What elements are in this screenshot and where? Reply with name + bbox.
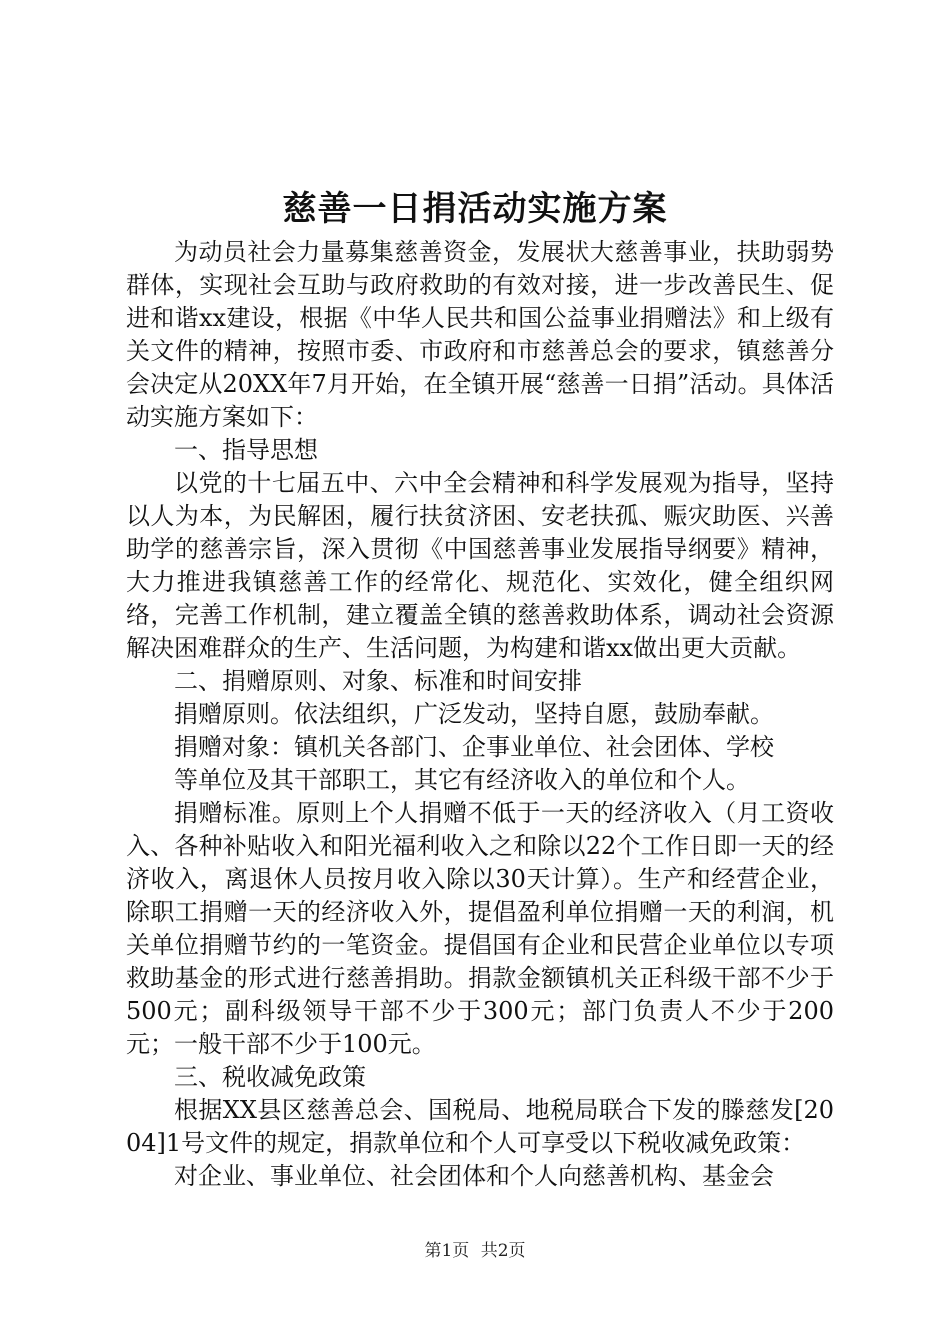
- donation-principle-paragraph: 捐赠原则。依法组织，广泛发动，坚持自愿，鼓励奉献。: [174, 700, 774, 728]
- intro-paragraph: 为动员社会力量募集慈善资金，发展状大慈善事业，扶助弱势群体，实现社会互助与政府救助的有效对接，进一步改善民生、促进和谐xx建设，根据《中华人民共和国公益事业捐赠法》和上级有关文件的精神，按照市委、市政府和市慈善总会的要求，镇慈善分会决定从20XX年7月开始，在全镇开展“慈善一日捐”活动。具体活动实施方案如下：: [126, 238, 834, 431]
- donation-targets-continued: 等单位及其干部职工，其它有经济收入的单位和个人。: [174, 766, 750, 794]
- page-footer: [0, 1240, 950, 1262]
- donation-standard-paragraph: 捐赠标准。原则上个人捐赠不低于一天的经济收入（月工资收入、各种补贴收入和阳光福利收入之和除以22个工作日即一天的经济收入，离退休人员按月收入除以30天计算）。生产和经营企业，除职工捐赠一天的经济收入外，提倡盈利单位捐赠一天的利润，机关单位捐赠节约的一笔资金。提倡国有企业和民营企业单位以专项救助基金的形式进行慈善捐助。捐款金额镇机关正科级干部不少于500元；副科级领导干部不少于300元；部门负责人不少于200元；一般干部不少于100元。: [126, 799, 834, 1058]
- document-title: 慈善一日捐活动实施方案: [282, 189, 668, 229]
- tax-policy-paragraph: 根据XX县区慈善总会、国税局、地税局联合下发的滕慈发[2004]1号文件的规定，捐款单位和个人可享受以下税收减免政策：: [126, 1096, 834, 1157]
- guiding-ideology-paragraph: 以党的十七届五中、六中全会精神和科学发展观为指导，坚持以人为本，为民解困，履行扶贫济困、安老扶孤、赈灾助医、兴善助学的慈善宗旨，深入贯彻《中国慈善事业发展指导纲要》精神，大力推进我镇慈善工作的经常化、规范化、实效化，健全组织网络，完善工作机制，建立覆盖全镇的慈善救助体系，调动社会资源解决困难群众的生产、生活问题，为构建和谐xx做出更大贡献。: [126, 469, 834, 662]
- tax-policy-paragraph-2: 对企业、事业单位、社会团体和个人向慈善机构、基金会: [174, 1162, 774, 1190]
- section-heading-tax-policy: 三、税收减免政策: [174, 1063, 366, 1091]
- page-total: 共2页: [480, 1241, 526, 1261]
- page-number: 第1页: [424, 1241, 470, 1261]
- donation-targets-paragraph: 捐赠对象：镇机关各部门、企事业单位、社会团体、学校: [174, 733, 774, 761]
- section-heading-donation-rules: 二、捐赠原则、对象、标准和时间安排: [174, 667, 582, 695]
- document-body: [126, 236, 834, 1193]
- section-heading-guiding-ideology: 一、指导思想: [174, 436, 318, 464]
